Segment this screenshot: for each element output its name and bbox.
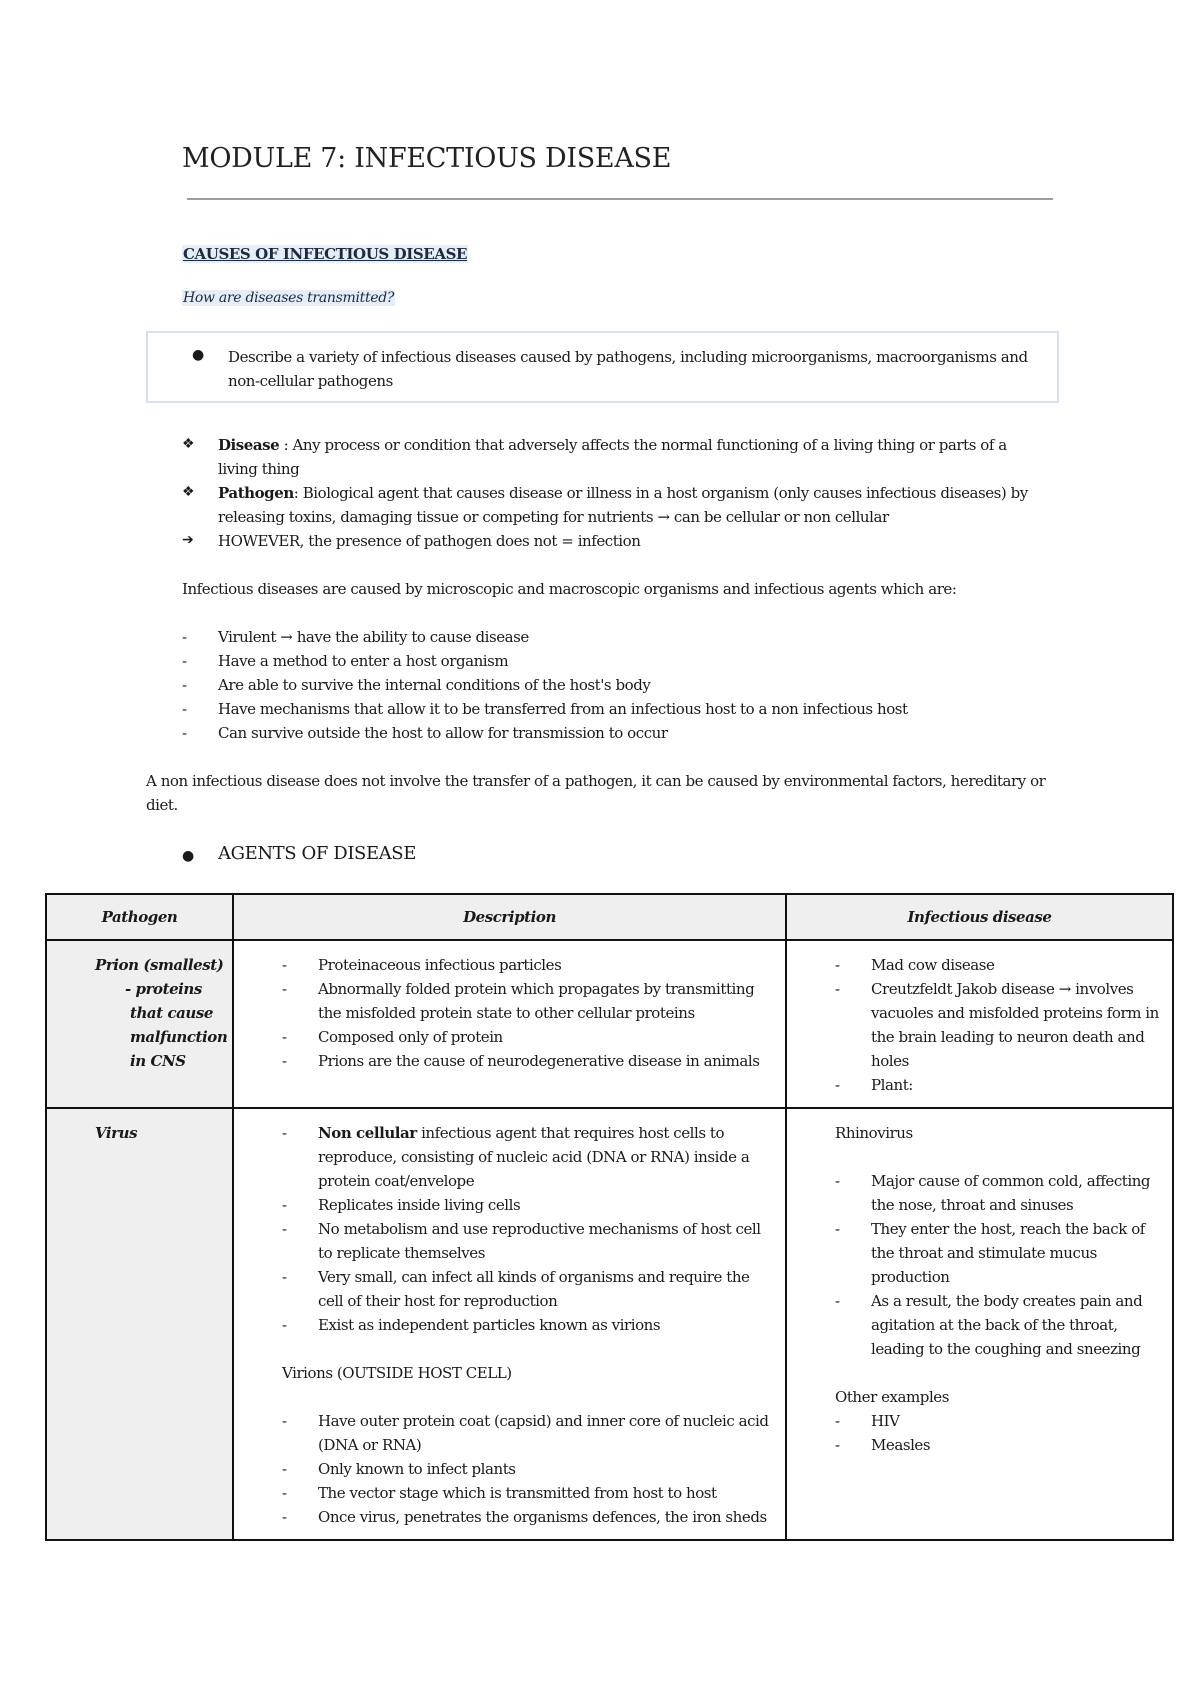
list-item: - They enter the host, reach the back of the throat and stimulate mucus production — [835, 1217, 1162, 1289]
other-examples-heading: Other examples — [835, 1388, 949, 1406]
list-item: - Very small, can infect all kinds of organisms and require the cell of their host for reproduction — [282, 1265, 775, 1313]
rhinovirus-label: Rhinovirus — [835, 1124, 913, 1142]
list-item: - No metabolism and use reproductive mechanisms of host cell to replicate themselves — [282, 1217, 775, 1265]
non-infectious-note: A non infectious disease does not involve the transfer of a pathogen, it can be caused by environmental factors, hereditary or diet. — [146, 772, 1046, 814]
disease-cell-virus — [786, 1108, 1173, 1540]
list-item: - Proteinaceous infectious particles — [282, 953, 775, 977]
list-item: - Have outer protein coat (capsid) and inner core of nucleic acid (DNA or RNA) — [282, 1409, 775, 1457]
prion-sub: - proteins that cause malfunction in CNS — [125, 980, 228, 1070]
arrow-bullet-icon: ➔ — [182, 532, 194, 548]
list-item: - Exist as independent particles known as virions — [282, 1313, 775, 1337]
header-infectious-disease: Infectious disease — [786, 894, 1173, 940]
diamond-bullet-icon: ❖ — [182, 436, 195, 452]
header-pathogen: Pathogen — [46, 894, 233, 940]
definition-text: : Biological agent that causes disease or illness in a host organism (only causes infectious diseases) by releasing toxins, damaging tissue or competing for nutrients → can be cellular or non cellular — [218, 484, 1028, 526]
list-item: - Prions are the cause of neurodegenerative disease in animals — [282, 1049, 775, 1073]
diamond-bullet-icon: ❖ — [182, 484, 195, 500]
definition-disease — [218, 433, 1038, 481]
list-item: - Creutzfeldt Jakob disease → involves vacuoles and misfolded proteins form in the brain leading to neuron death and holes — [835, 977, 1162, 1073]
definition-text: : Any process or condition that adversely affects the normal functioning of a living thing or parts of a living thing — [218, 436, 1007, 478]
list-item: - Replicates inside living cells — [282, 1193, 775, 1217]
list-item: - Mad cow disease — [835, 953, 1162, 977]
agents-table — [45, 893, 1174, 1541]
section-heading: CAUSES OF INFECTIOUS DISEASE — [183, 245, 468, 263]
virus-first-bold: Non cellular — [318, 1124, 417, 1142]
list-item: - Abnormally folded protein which propagates by transmitting the misfolded protein state to other cellular proteins — [282, 977, 775, 1025]
list-item: - Plant: — [835, 1073, 1162, 1097]
table-row — [46, 1108, 1173, 1540]
intro-sentence: Infectious diseases are caused by microscopic and macroscopic organisms and infectious agents which are: — [182, 580, 957, 598]
list-item: - Can survive outside the host to allow for transmission to occur — [182, 721, 1082, 745]
list-item: - Once virus, penetrates the organisms defences, the iron sheds — [282, 1505, 775, 1529]
description-cell-virus — [233, 1108, 786, 1540]
table-row — [46, 940, 1173, 1108]
list-item: - Composed only of protein — [282, 1025, 775, 1049]
pathogen-cell-prion — [46, 940, 233, 1108]
prion-name: Prion (smallest) — [95, 956, 224, 974]
pathogen-cell-virus — [46, 1108, 233, 1540]
description-cell-prion — [233, 940, 786, 1108]
list-item: - As a result, the body creates pain and agitation at the back of the throat, leading to the coughing and sneezing — [835, 1289, 1162, 1361]
list-item: - Virulent → have the ability to cause disease — [182, 625, 1082, 649]
subquestion: How are diseases transmitted? — [183, 290, 395, 306]
list-item: - Only known to infect plants — [282, 1457, 775, 1481]
however-note: HOWEVER, the presence of pathogen does not = infection — [218, 532, 641, 550]
agents-heading: AGENTS OF DISEASE — [218, 843, 416, 864]
list-item: - Major cause of common cold, affecting the nose, throat and sinuses — [835, 1169, 1162, 1217]
characteristics-list — [182, 625, 1082, 745]
bullet-icon: ● — [192, 347, 205, 363]
virions-heading: Virions (OUTSIDE HOST CELL) — [282, 1364, 512, 1382]
disease-cell-prion — [786, 940, 1173, 1108]
virus-first-rest: infectious agent that requires host cells to reproduce, consisting of nucleic acid (DNA or RNA) inside a protein coat/envelope — [318, 1124, 750, 1190]
title-divider — [187, 198, 1053, 200]
definition-pathogen — [218, 481, 1048, 529]
list-item: - Have mechanisms that allow it to be transferred from an infectious host to a non infectious host — [182, 697, 1082, 721]
page-title: MODULE 7: INFECTIOUS DISEASE — [182, 143, 672, 174]
list-item: - The vector stage which is transmitted from host to host — [282, 1481, 775, 1505]
list-item: - Measles — [835, 1433, 1162, 1457]
list-item — [282, 1121, 775, 1193]
list-item: - Are able to survive the internal conditions of the host's body — [182, 673, 1082, 697]
bullet-icon: ● — [182, 848, 195, 864]
table-header-row — [46, 894, 1173, 940]
list-item: - HIV — [835, 1409, 1162, 1433]
outcome-text: Describe a variety of infectious diseases caused by pathogens, including microorganisms, macroorganisms and non-cellular pathogens — [228, 348, 1028, 390]
header-description: Description — [233, 894, 786, 940]
virus-name: Virus — [95, 1124, 138, 1142]
definition-term: Pathogen — [218, 484, 294, 502]
list-item: - Have a method to enter a host organism — [182, 649, 1082, 673]
definition-term: Disease — [218, 436, 280, 454]
